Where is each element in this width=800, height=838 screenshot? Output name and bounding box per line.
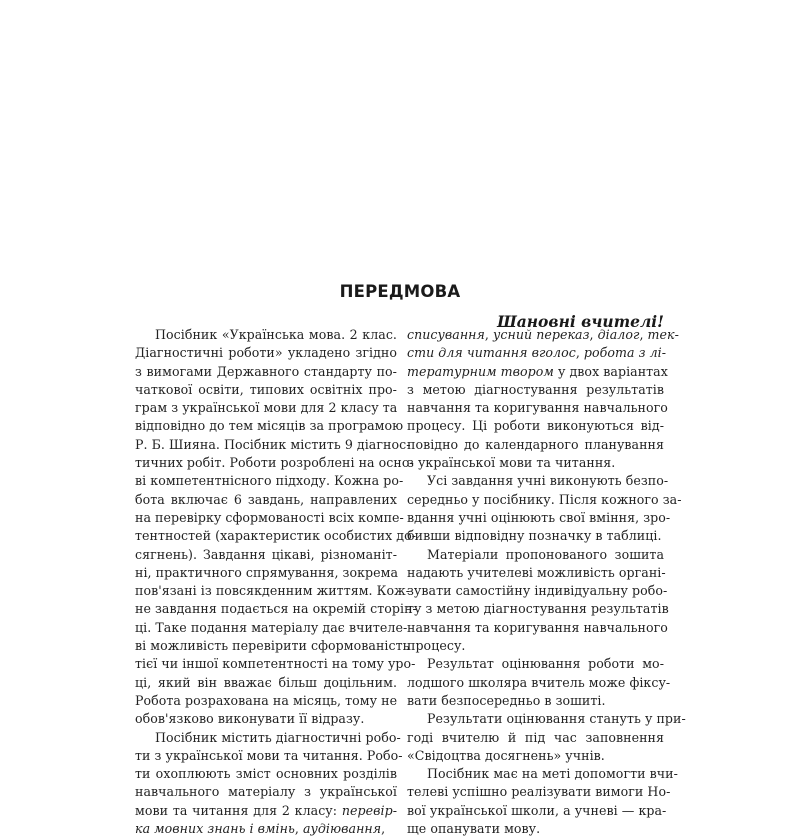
text-line: ту з метою діагностування результатів [407,601,669,617]
text-line: процесу. Ці роботи виконуються від- [407,418,664,434]
text-line: не завдання подається на окремій сторін- [135,601,417,617]
text-line: навчання та коригування навчального [407,619,668,635]
text-line: ти з української мови та читання. Робо- [135,747,403,763]
italic-text: усний переказ [493,327,590,342]
text-line: Посібник містить діагностичні робо- [155,729,401,745]
text-line: тичних робіт. Роботи розроблені на осно- [135,455,414,471]
text-line: ві компетентнісного підходу. Кожна ро- [135,473,404,489]
italic-text: тек- [647,327,679,342]
text-line: вати безпосередньо в зошиті. [407,692,606,708]
text-line: Діагностичні роботи» укладено згідно [135,345,397,361]
text-line [407,363,668,381]
text-line: ще опанувати мову. [407,821,541,837]
text-line: пов'язані із повсякденним життям. Кож- [135,583,411,599]
text-line: грам з української мови для 2 класу та [135,400,398,416]
italic-text: сти для читання вголос [407,345,576,361]
text-line: зувати самостійну індивідуальну робо- [407,583,668,599]
text-line: навчання та коригування навчального [407,400,668,416]
text-line: на перевірку сформованості всіх компе- [135,509,404,525]
italic-text: ка мовних знань і вмінь [135,821,295,837]
text-line: годі вчителю й під час заповнення [407,729,664,745]
text-line: Робота розрахована на місяць, тому не [135,692,398,708]
text-line: лодшого школяра вчитель може фіксу- [407,674,671,690]
text-line: Посібник «Українська мова. 2 клас. [155,327,397,342]
text-line: вдання учні оцінюють свої вміння, зро- [407,509,671,525]
text-line: з метою діагностування результатів [407,381,664,397]
italic-text: робота з лі- [583,345,667,361]
text-line: телеві успішно реалізувати вимоги Но- [407,784,671,800]
text-line [407,344,667,362]
text-line: ти охоплюють зміст основних розділів [135,766,397,782]
text-line [407,326,679,344]
text-line: бота включає 6 завдань, направлених [135,491,397,507]
text-line: Усі завдання учні виконують безпо- [427,473,669,489]
page-title: ПЕРЕДМОВА [339,282,461,301]
text-line: сягнень). Завдання цікаві, різноманіт- [135,546,397,562]
text-line: ці. Таке подання матеріалу дає вчителе- [135,619,408,635]
text-line: Результати оцінювання стануть у при- [427,711,686,727]
text-line: ні, практичного спрямування, зокрема [135,564,399,580]
text-span: , [294,821,303,837]
text-line: Посібник має на меті допомогти вчи- [427,766,678,782]
left-text-column [135,326,417,838]
text-span: , [381,821,386,837]
text-line: чаткової освіти, типових освітніх про- [135,381,397,397]
text-line: надають учителеві можливість органі- [407,564,666,580]
text-span: , [589,327,598,342]
text-line: Результат оцінювання роботи мо- [427,656,664,672]
text-line: Матеріали пропонованого зошита [427,546,664,562]
italic-text: списування [407,327,485,342]
text-line: бивши відповідну позначку в таблиці. [407,528,662,544]
text-line: ві можливість перевірити сформованість [135,638,410,654]
text-line [135,802,397,820]
italic-text: тературним твором [407,363,554,379]
text-line: тентностей (характеристик особистих до- [135,528,417,544]
text-span: мови та читання для 2 класу: [135,802,342,818]
text-line: з вимогами Державного стандарту по- [135,363,397,379]
text-line: «Свідоцтва досягнень» учнів. [407,747,605,763]
text-line [135,820,397,838]
text-line: Р. Б. Шияна. Посібник містить 9 діагнос- [135,436,411,452]
text-line: середньо у посібнику. Після кожного за- [407,491,682,507]
right-text-column [407,326,686,838]
text-line: процесу. [407,638,466,654]
italic-text: аудіювання [302,821,382,837]
text-span: , [639,327,648,342]
text-line: ці, який він вважає більш доцільним. [135,674,397,690]
text-line: вої української школи, а учневі — кра- [407,802,667,818]
text-span: , [484,327,494,342]
italic-text: діалог [597,327,640,342]
text-span: у двох варіантах [553,363,668,379]
text-line: повідно до календарного планування [407,436,664,452]
text-line: обов'язково виконувати її відразу. [135,711,365,727]
text-line: відповідно до тем місяців за програмою [135,418,404,434]
text-line: навчального матеріалу з української [135,784,397,800]
italic-text: перевір- [341,802,397,818]
text-line: з української мови та читання. [407,455,616,471]
greeting-heading: Шановні вчителі! [497,312,664,331]
text-line: тієї чи іншої компетентності на тому уро- [135,656,416,672]
text-span: , [575,345,584,361]
